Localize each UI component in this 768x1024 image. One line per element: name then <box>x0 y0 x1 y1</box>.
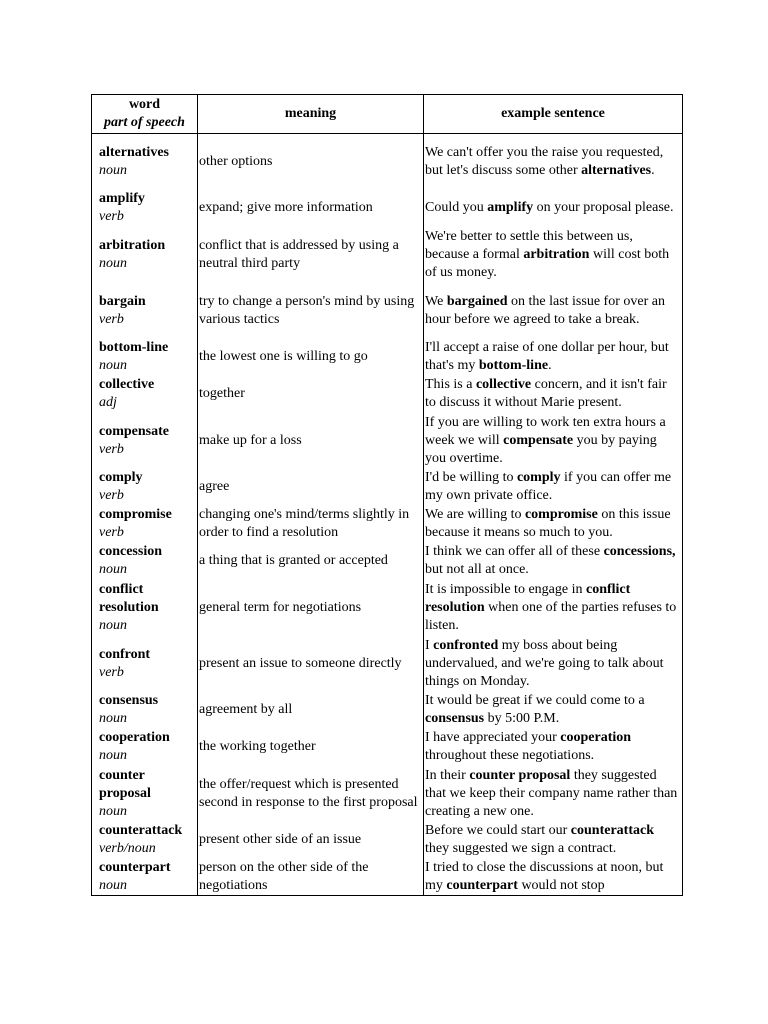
word-cell <box>92 469 198 506</box>
meaning-cell: make up for a loss <box>198 413 424 469</box>
example-text: If you are willing to work ten extra hours a week we will <box>425 414 666 448</box>
header-part-of-speech-label: part of speech <box>104 115 185 130</box>
meaning-cell: expand; give more information <box>198 190 424 227</box>
part-of-speech: verb <box>99 525 124 540</box>
part-of-speech: noun <box>99 748 127 763</box>
meaning-cell: try to change a person's mind by using various tactics <box>198 283 424 339</box>
example-cell <box>424 859 683 896</box>
word-cell <box>92 729 198 766</box>
word-cell <box>92 636 198 692</box>
example-keyword: amplify <box>487 200 534 215</box>
table-row <box>92 729 683 766</box>
vocab-word: compensate <box>99 423 169 439</box>
example-keyword: counterattack <box>570 823 654 838</box>
example-keyword: confronted <box>433 637 499 653</box>
example-keyword: alternatives <box>581 162 652 178</box>
example-text: Before we could start our <box>425 823 571 838</box>
header-example: example sentence <box>424 95 683 134</box>
example-cell <box>424 766 683 822</box>
table-row <box>92 190 683 227</box>
vocabulary-table <box>91 94 683 896</box>
word-cell <box>92 506 198 543</box>
table-row <box>92 134 683 190</box>
example-cell <box>424 283 683 339</box>
word-cell <box>92 190 198 227</box>
example-cell <box>424 822 683 859</box>
example-keyword: consensus <box>425 711 485 726</box>
example-text: would not stop <box>517 877 605 893</box>
example-text: This is a <box>425 377 476 392</box>
example-keyword: cooperation <box>560 730 632 745</box>
part-of-speech: noun <box>99 562 127 577</box>
example-text: by 5:00 P.M. <box>484 711 560 726</box>
example-text: It would be great if we could come to a <box>425 693 645 708</box>
table-row <box>92 469 683 506</box>
meaning-cell: the offer/request which is presented second in response to the first proposal <box>198 766 424 822</box>
example-cell <box>424 580 683 636</box>
meaning-cell: present other side of an issue <box>198 822 424 859</box>
table-row <box>92 692 683 729</box>
example-text: on the last issue for over an hour before we agreed to take a break. <box>425 293 665 327</box>
example-text: I think we can offer all of these <box>425 544 604 559</box>
example-text: if you can offer me my own private office. <box>425 470 672 503</box>
example-text: I'd be willing to <box>425 470 517 485</box>
part-of-speech: noun <box>99 162 127 178</box>
meaning-cell: person on the other side of the negotiations <box>198 859 424 896</box>
part-of-speech: verb <box>99 488 124 503</box>
table-row <box>92 636 683 692</box>
table-row <box>92 227 683 283</box>
part-of-speech: adj <box>99 395 117 410</box>
example-text: I <box>425 637 434 653</box>
example-text: . <box>548 358 552 373</box>
word-cell <box>92 227 198 283</box>
header-word-label: word <box>128 97 161 112</box>
part-of-speech: noun <box>99 803 127 819</box>
vocab-word: confront <box>99 646 151 662</box>
vocab-word: counterpart <box>99 859 171 875</box>
example-keyword: counterpart <box>446 877 518 893</box>
vocab-word: consensus <box>99 693 159 708</box>
example-cell <box>424 339 683 376</box>
meaning-cell: present an issue to someone directly <box>198 636 424 692</box>
part-of-speech: noun <box>99 711 127 726</box>
table-row <box>92 506 683 543</box>
example-cell <box>424 729 683 766</box>
word-cell <box>92 413 198 469</box>
example-keyword: collective <box>475 377 532 392</box>
example-cell <box>424 227 683 283</box>
example-keyword: conflict resolution <box>425 581 631 615</box>
table-row <box>92 283 683 339</box>
example-text: I'll accept a raise of one dollar per hour, but that's my <box>425 340 669 373</box>
part-of-speech: noun <box>99 255 127 271</box>
example-text: they suggested that we keep their company name rather than creating a new one. <box>425 767 678 819</box>
word-cell <box>92 283 198 339</box>
example-cell <box>424 506 683 543</box>
vocab-word: cooperation <box>99 730 170 745</box>
part-of-speech: verb <box>99 441 124 457</box>
meaning-cell: agreement by all <box>198 692 424 729</box>
part-of-speech: verb <box>99 209 124 224</box>
part-of-speech: noun <box>99 358 127 373</box>
word-cell <box>92 543 198 580</box>
meaning-cell: the working together <box>198 729 424 766</box>
meaning-cell: general term for negotiations <box>198 580 424 636</box>
meaning-cell: together <box>198 376 424 413</box>
example-text: will cost both of us money. <box>425 246 670 280</box>
header-word <box>92 95 198 134</box>
example-text: you by paying you overtime. <box>425 432 657 466</box>
example-text: . <box>651 162 655 178</box>
word-cell <box>92 376 198 413</box>
vocab-word: amplify <box>99 191 145 206</box>
example-text: It is impossible to engage in <box>425 581 586 597</box>
example-text: In their <box>425 767 470 783</box>
meaning-cell: the lowest one is willing to go <box>198 339 424 376</box>
vocab-word: comply <box>99 470 143 485</box>
example-text: We are willing to <box>425 507 525 522</box>
vocab-word: arbitration <box>99 237 166 253</box>
part-of-speech: noun <box>99 877 127 893</box>
table-body <box>92 134 683 896</box>
vocab-word: concession <box>99 544 162 559</box>
vocab-word: counter proposal <box>99 767 151 801</box>
word-cell <box>92 339 198 376</box>
vocab-word: bargain <box>99 293 146 309</box>
meaning-cell: changing one's mind/terms slightly in order to find a resolution <box>198 506 424 543</box>
part-of-speech: noun <box>99 617 127 633</box>
example-keyword: bargained <box>446 293 508 309</box>
word-cell <box>92 692 198 729</box>
vocab-word: conflict resolution <box>99 581 159 615</box>
example-cell <box>424 692 683 729</box>
vocab-word: collective <box>99 377 155 392</box>
example-text: my boss about being undervalued, and we're going to talk about things on Monday. <box>425 637 664 689</box>
example-text: We <box>425 293 447 309</box>
meaning-cell: agree <box>198 469 424 506</box>
example-text: I tried to close the discussions at noon, but my <box>425 859 664 893</box>
table-row <box>92 339 683 376</box>
part-of-speech: verb <box>99 664 124 680</box>
word-cell <box>92 766 198 822</box>
table-row <box>92 859 683 896</box>
meaning-cell: other options <box>198 134 424 190</box>
example-keyword: comply <box>516 470 561 485</box>
example-text: Could you <box>425 200 488 215</box>
example-cell <box>424 469 683 506</box>
example-text: I have appreciated your <box>425 730 561 745</box>
example-text: on your proposal please. <box>533 200 674 215</box>
example-cell <box>424 413 683 469</box>
example-cell <box>424 134 683 190</box>
example-text: concern, and it isn't fair to discuss it without Marie present. <box>425 377 667 410</box>
example-text: throughout these negotiations. <box>425 748 595 763</box>
example-cell <box>424 376 683 413</box>
word-cell <box>92 580 198 636</box>
table-row <box>92 543 683 580</box>
table-row <box>92 766 683 822</box>
vocab-word: alternatives <box>99 144 169 160</box>
example-text: when one of the parties refuses to listen. <box>425 599 677 633</box>
example-keyword: counter proposal <box>469 767 571 783</box>
meaning-cell: conflict that is addressed by using a neutral third party <box>198 227 424 283</box>
example-text: on this issue because it means so much to you. <box>425 507 671 540</box>
table-header-row <box>92 95 683 134</box>
part-of-speech: verb/noun <box>99 841 156 856</box>
example-keyword: compromise <box>524 507 598 522</box>
example-cell <box>424 636 683 692</box>
example-keyword: bottom-line <box>478 358 549 373</box>
example-keyword: concessions, <box>603 544 676 559</box>
table-row <box>92 413 683 469</box>
meaning-cell: a thing that is granted or accepted <box>198 543 424 580</box>
vocab-word: counterattack <box>99 823 183 838</box>
example-text: We're better to settle this between us, because a formal <box>425 228 633 262</box>
example-text: they suggested we sign a contract. <box>425 841 617 856</box>
table-row <box>92 580 683 636</box>
table-row <box>92 822 683 859</box>
header-meaning: meaning <box>198 95 424 134</box>
word-cell <box>92 822 198 859</box>
part-of-speech: verb <box>99 311 124 327</box>
vocab-word: compromise <box>99 507 172 522</box>
example-keyword: compensate <box>503 432 574 448</box>
word-cell <box>92 134 198 190</box>
table-row <box>92 376 683 413</box>
vocab-word: bottom-line <box>99 340 169 355</box>
example-keyword: arbitration <box>523 246 590 262</box>
example-cell <box>424 543 683 580</box>
word-cell <box>92 859 198 896</box>
example-cell <box>424 190 683 227</box>
example-text: but not all at once. <box>425 562 529 577</box>
example-text: We can't offer you the raise you requested, but let's discuss some other <box>425 144 664 178</box>
